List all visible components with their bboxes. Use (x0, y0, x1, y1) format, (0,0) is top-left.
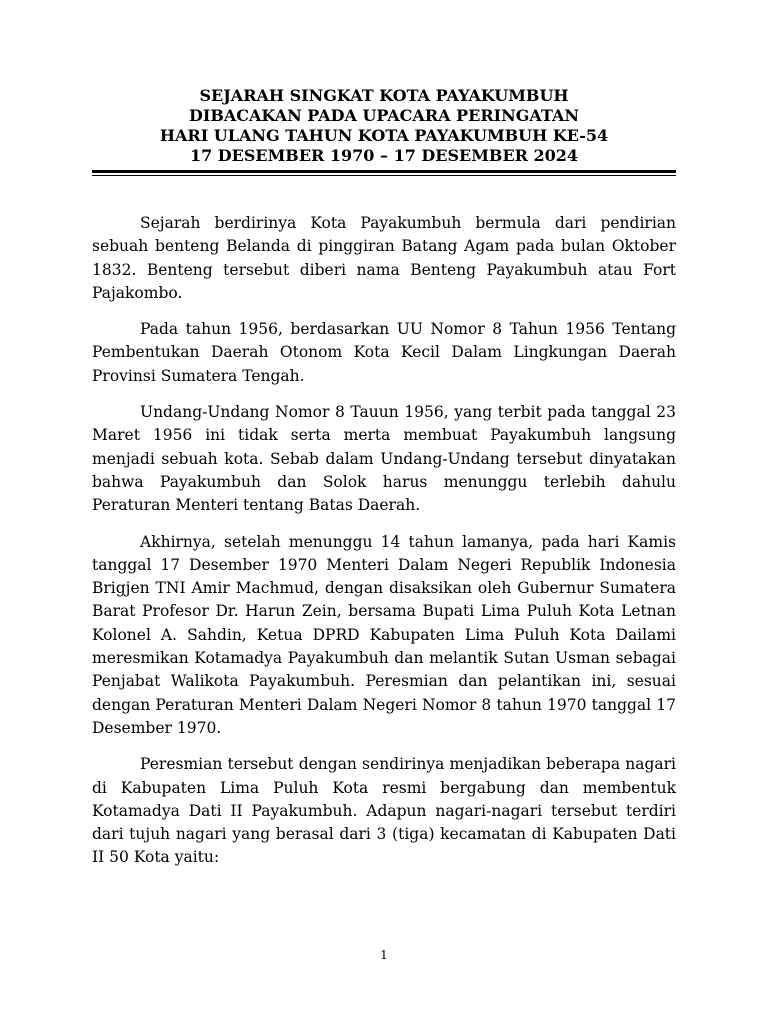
header-line-2: DIBACAKAN PADA UPACARA PERINGATAN (188, 106, 580, 125)
header-line-1: SEJARAH SINGKAT KOTA PAYAKUMBUH (199, 86, 569, 105)
header-divider-thin (92, 175, 676, 176)
paragraph-2: Pada tahun 1956, berdasarkan UU Nomor 8 Tahun 1956 Tentang Pembentukan Daerah Otonom Kota Kecil Dalam Lingkungan Daerah Provinsi Sumatera Tengah. (92, 320, 676, 385)
page-number: 1 (380, 948, 388, 962)
paragraph-1: Sejarah berdirinya Kota Payakumbuh bermula dari pendirian sebuah benteng Belanda di pinggiran Batang Agam pada bulan Oktober 1832. Benteng tersebut diberi nama Benteng Payakumbuh atau Fort Pajakombo. (92, 214, 676, 302)
paragraph-3: Undang-Undang Nomor 8 Tauun 1956, yang terbit pada tanggal 23 Maret 1956 ini tidak serta merta membuat Payakumbuh langsung menjadi sebuah kota. Sebab dalam Undang-Undang tersebut dinyatakan bahwa Payakumbuh dan Solok harus menunggu terlebih dahulu Peraturan Menteri tentang Batas Daerah. (92, 403, 676, 515)
paragraph-5: Peresmian tersebut dengan sendirinya menjadikan beberapa nagari di Kabupaten Lima Puluh Kota resmi bergabung dan membentuk Kotamadya Dati II Payakumbuh. Adapun nagari-nagari tersebut terdiri dari tujuh nagari yang berasal dari 3 (tiga) kecamatan di Kabupaten Dati II 50 Kota yaitu: (92, 755, 676, 867)
paragraph-4: Akhirnya, setelah menunggu 14 tahun lamanya, pada hari Kamis tanggal 17 Desember 1970 Menteri Dalam Negeri Republik Indonesia Brigjen TNI Amir Machmud, dengan disaksikan oleh Gubernur Sumatera Barat Profesor Dr. Harun Zein, bersama Bupati Lima Puluh Kota Letnan Kolonel A. Sahdin, Ketua DPRD Kabupaten Lima Puluh Kota Dailami meresmikan Kotamadya Payakumbuh dan melantik Sutan Usman sebagai Penjabat Walikota Payakumbuh. Peresmian dan pelantikan ini, sesuai dengan Peraturan Menteri Dalam Negeri Nomor 8 tahun 1970 tanggal 17 Desember 1970. (92, 532, 676, 737)
header-line-3: HARI ULANG TAHUN KOTA PAYAKUMBUH KE-54 (159, 126, 609, 145)
document-header (92, 86, 676, 166)
document-body (92, 212, 676, 883)
header-divider-thick (92, 170, 676, 173)
header-line-4: 17 DESEMBER 1970 – 17 DESEMBER 2024 (189, 146, 579, 165)
